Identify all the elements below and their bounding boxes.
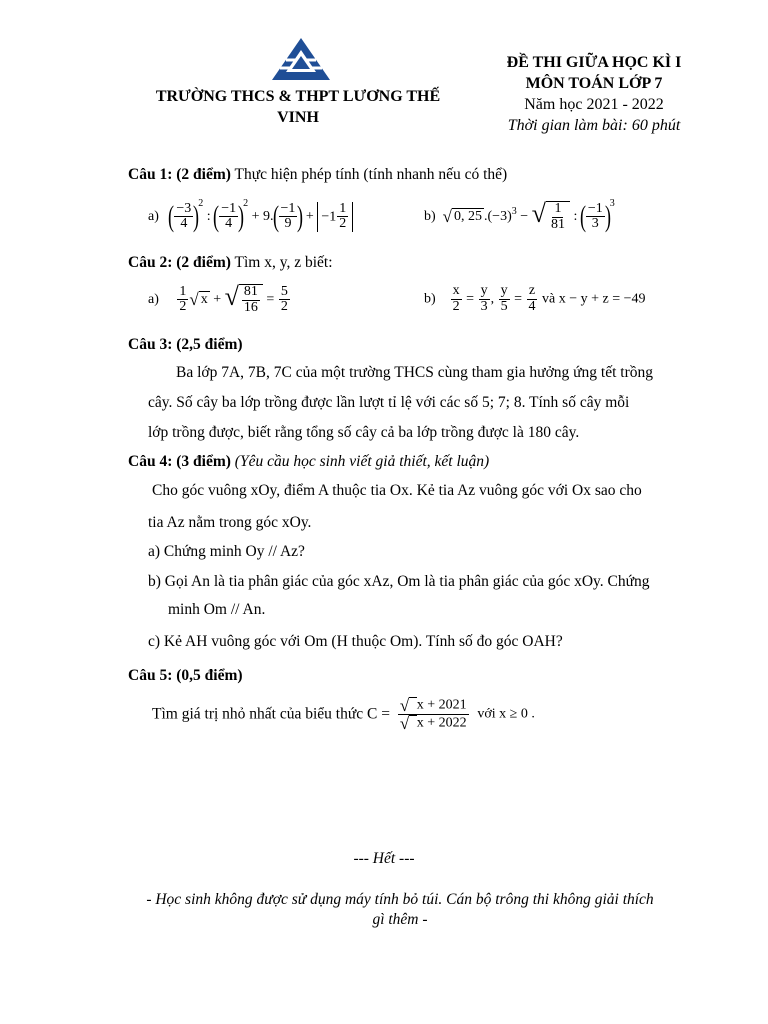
q4-line2: tia Az nằm trong góc xOy. — [148, 514, 312, 531]
q2-a: a) $\frac{1}{2}$ √ x + √ $\frac{81}{16}$ = $\frac{5}{2}$ — [148, 282, 288, 315]
school-logo-icon — [270, 36, 332, 82]
q4-line1: Cho góc vuông xOy, điểm A thuộc tia Ox. Kẻ tia Az vuông góc với Ox sao cho — [152, 482, 642, 499]
q1-b: b) √ 0, 25 $.(-3)^3$ − √ $\frac{1}{81}$ : ( $\frac{-1}{3}$ )$^3$ — [424, 198, 615, 233]
q1-a: a) ( $\frac{-3}{4}$ )$^2$ : ( $\frac{-1}{4}$ )$^2$ + 9.( $\frac{-1}{9}$ ) + −1 $\frac{1}{2}$ — [148, 198, 353, 232]
exam-subject: MÔN TOÁN LỚP 7 — [525, 75, 663, 92]
end-marker: --- Hết --- — [353, 850, 415, 867]
q2-heading: Câu 2: (2 điểm) Tìm x, y, z biết: — [128, 254, 333, 271]
q5-heading: Câu 5: (0,5 điểm) — [128, 667, 243, 684]
q1-heading: Câu 1: (2 điểm) Thực hiện phép tính (tính nhanh nếu có thể) — [128, 166, 508, 183]
q3-heading: Câu 3: (2,5 điểm) — [128, 336, 243, 353]
q4-b1: b) Gọi An là tia phân giác của góc xAz, Om là tia phân giác của góc xOy. Chứng — [148, 573, 650, 590]
q4-a: a) Chứng minh Oy // Az? — [148, 543, 305, 560]
exam-title: ĐỀ THI GIỮA HỌC KÌ I — [506, 54, 682, 71]
exam-info — [470, 52, 718, 136]
q3-body: Ba lớp 7A, 7B, 7C của một trường THCS cùng tham gia hưởng ứng tết trồng cây. Số cây ba lớp trồng được lần lượt tỉ lệ với các số 5; 7; 8. Tính số cây mỗi lớp trồng được, biết rằng tổng số cây cả ba lớp trồng được là 180 cây. — [148, 364, 654, 441]
exam-duration: Thời gian làm bài: 60 phút — [507, 117, 681, 134]
q4-heading: Câu 4: (3 điểm) (Yêu cầu học sinh viết giả thiết, kết luận) — [128, 453, 490, 470]
exam-year: Năm học 2021 - 2022 — [524, 96, 664, 113]
q4-b2: minh Om // An. — [168, 601, 266, 618]
q4-c: c) Kẻ AH vuông góc với Om (H thuộc Om). Tính số đo góc OAH? — [148, 633, 563, 650]
q2-b: b) $\frac{x}{2}$ = $\frac{y}{3}$ , $\frac{y}{5}$ = $\frac{z}{4}$ và x − y + z = −49 — [424, 283, 646, 314]
school-name: TRƯỜNG THCS & THPT LƯƠNG THẾ VINH — [155, 88, 441, 126]
footer-note: - Học sinh không được sử dụng máy tính bỏ túi. Cán bộ trông thi không giải thích gì thêm - — [146, 891, 654, 928]
q5-body: Tìm giá trị nhỏ nhất của biểu thức C = √ x + 2021 √ x + 2022 với x ≥ 0 . — [152, 696, 535, 733]
